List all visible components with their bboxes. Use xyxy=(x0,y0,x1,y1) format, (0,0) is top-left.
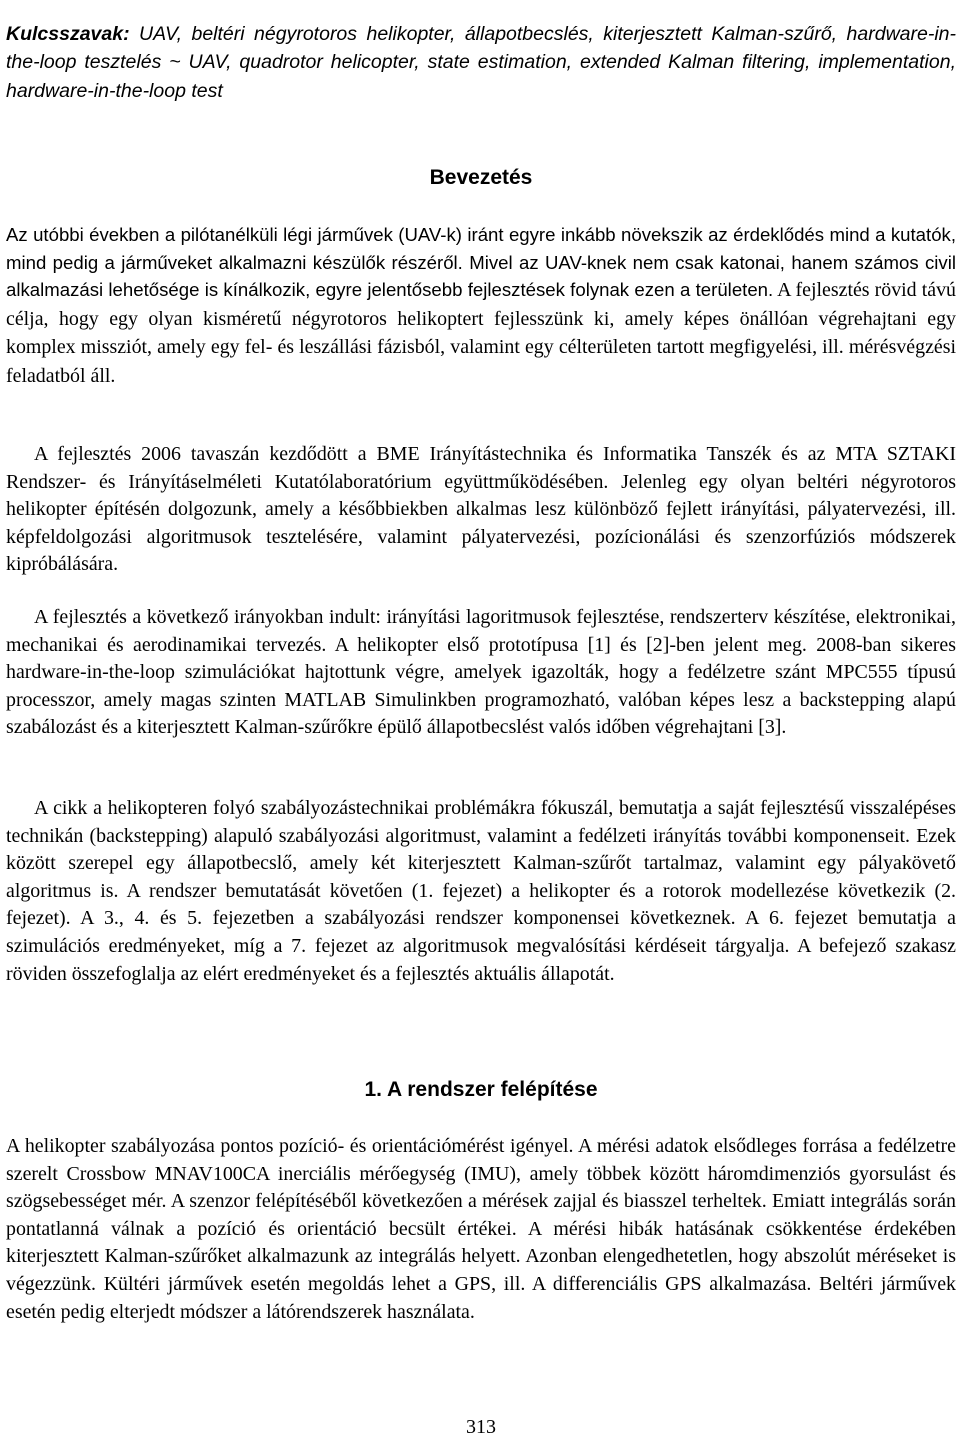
section-1-heading: 1. A rendszer felépítése xyxy=(364,1078,598,1101)
section-1-paragraph-1: A helikopter szabályozása pontos pozíció- és orientációmérést igényel. A mérési adatok elsődleges forrása a fedélzetre szerelt Crossbow MNAV100CA inerciális mérőegység (IMU), amely többek között háromdimenziós gyorsulást és szögsebességet mér. A szenzor felépítéséből következően a mérések zajjal és biasszel terheltek. Emiatt integrálás során pontatlanná válnak a pozíció és orientáció becsült értékei. A mérési hibák hatásának csökkentése érdekében kiterjesztett Kalman-szűrőket alkalmazunk az integrálás helyett. Azonban elengedhetetlen, hogy abszolút méréseket is végezzünk. Kültéri járművek esetén megoldás lehet a GPS, ill. A differenciális GPS alkalmazása. Beltéri járművek esetén pedig elterjedt módszer a látórendszerek használata. xyxy=(6,1135,956,1323)
intro-paragraph-1-serif: A fejlesztés rövid távú célja, hogy egy olyan kisméretű négyrotoros helikoptert fejlesszünk ki, amely képes önállóan végrehajtani egy komplex missziót, amely egy fel- és leszállási fázisból, valamint egy célterületen tartott megfigyelési, ill. mérésvégzési feladatból áll. xyxy=(6,279,956,387)
intro-paragraph-1-sans: Az utóbbi években a pilótanélküli légi járművek (UAV-k) iránt egyre inkább növekszik az érdeklődés mind a kutatók, mind pedig a járműveket alkalmazni készülők részéről. Mivel az UAV-knek nem csak katonai, hanem számos civil alkalmazási lehetősége is kínálkozik, egyre jelentősebb fejlesztések folynak ezen a területen. xyxy=(6,224,956,300)
keywords-text: UAV, beltéri négyrotoros helikopter, állapotbecslés, kiterjesztett Kalman-szűrő, hardware-in-the-loop tesztelés ~ UAV, quadrotor helicopter, state estimation, extended Kalman filtering, implementation, hardware-in-the-loop test xyxy=(6,22,956,102)
paper-page xyxy=(6,0,956,1440)
page-number: 313 xyxy=(466,1416,496,1438)
keywords-label: Kulcsszavak: xyxy=(6,22,130,45)
intro-paragraph-3: A fejlesztés a következő irányokban indult: irányítási lagoritmusok fejlesztése, rendszerterv készítése, elektronikai, mechanikai és aerodinamikai tervezés. A helikopter első prototípusa [1] és [2]-ben jelent meg. 2008-ban sikeres hardware-in-the-loop szimulációkat hajtottunk végre, amelyek igazolták, hogy a fedélzetre szánt MPC555 típusú processzor, amely magas szinten MATLAB Simulinkben programozható, valóban képes lesz a backstepping alapú szabálozást és a kiterjesztett Kalman-szűrőkre épülő állapotbecslést valós időben végrehajtani [3]. xyxy=(6,606,956,739)
intro-heading: Bevezetés xyxy=(429,166,533,189)
intro-paragraph-4: A cikk a helikopteren folyó szabályozástechnikai problémákra fókuszál, bemutatja a saját fejlesztésű visszalépéses technikán (backstepping) alapuló szabályozási algoritmust, valamint a fedélzeti irányítás további komponenseit. Ezek között szerepel egy állapotbecslő, amely két kiterjesztett Kalman-szűrőt tartalmaz, valamint egy pályakövető algoritmus is. A rendszer bemutatását követően (1. fejezet) a helikopter és a rotorok modellezése következik (2. fejezet). A 3., 4. és 5. fejezetben a szabályozási rendszer komponensei következnek. A 6. fejezet bemutatja a szimulációs eredményeket, míg a 7. fejezet az algoritmusok megvalósítási kérdéseit tárgyalja. A befejező szakasz röviden összefoglalja az elért eredményeket és a fejlesztés aktuális állapotát. xyxy=(6,797,956,985)
intro-paragraph-1 xyxy=(6,221,956,390)
keywords xyxy=(6,20,956,106)
intro-paragraph-2: A fejlesztés 2006 tavaszán kezdődött a BME Irányítástechnika és Informatika Tanszék és az MTA SZTAKI Rendszer- és Irányításelméleti Kutatólaboratórium együttműködésében. Jelenleg egy olyan beltéri négyrotoros helikopter építésén dolgozunk, amely a későbbiekben alkalmas lesz különböző fejlett irányítási, pályatervezési, ill. képfeldolgozási algoritmusok tesztelésére, valamint pályatervezési, pozícionálási és szenzorfúziós módszerek kipróbálására. xyxy=(6,443,956,576)
